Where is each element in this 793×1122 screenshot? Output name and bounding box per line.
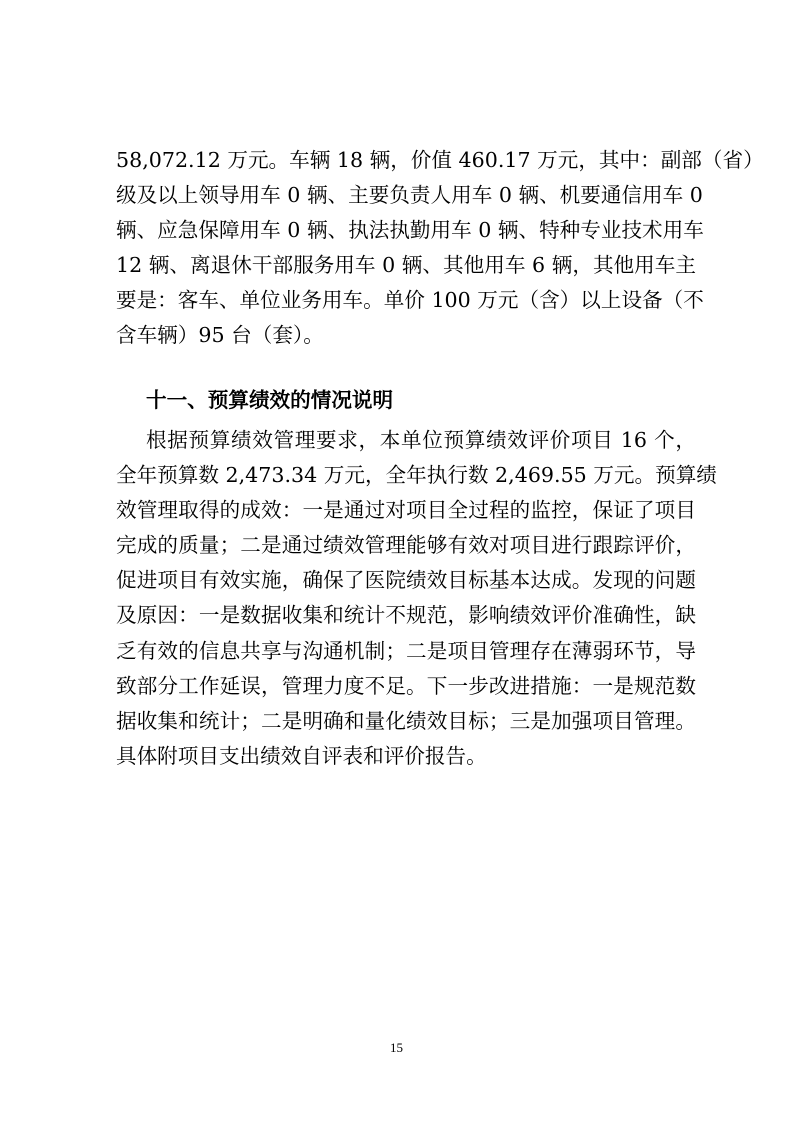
text-line: 致部分工作延误，管理力度不足。下一步改进措施：一是规范数 xyxy=(116,673,696,698)
text-line: 要是：客车、单位业务用车。单价 100 万元（含）以上设备（不 xyxy=(116,288,704,313)
text-line: 58,072.12 万元。车辆 18 辆，价值 460.17 万元，其中：副部（省） xyxy=(116,148,764,172)
text-line: 乏有效的信息共享与沟通机制；二是项目管理存在薄弱环节，导 xyxy=(116,638,696,663)
text-line: 根据预算绩效管理要求，本单位预算绩效评价项目 16 个， xyxy=(146,428,696,452)
text-line: 全年预算数 2,473.34 万元，全年执行数 2,469.55 万元。预算绩 xyxy=(116,463,717,488)
text-line: 效管理取得的成效：一是通过对项目全过程的监控，保证了项目 xyxy=(116,498,696,523)
text-line: 辆、应急保障用车 0 辆、执法执勤用车 0 辆、特种专业技术用车 xyxy=(116,218,704,243)
text-line: 12 辆、离退休干部服务用车 0 辆、其他用车 6 辆，其他用车主 xyxy=(116,253,696,278)
text-line: 及原因：一是数据收集和统计不规范，影响绩效评价准确性，缺 xyxy=(116,603,696,628)
text-line: 具体附项目支出绩效自评表和评价报告。 xyxy=(116,743,487,768)
text-line: 含车辆）95 台（套）。 xyxy=(116,323,324,348)
page-number: 15 xyxy=(390,1040,403,1055)
paragraph-performance xyxy=(116,423,717,774)
text-line: 级及以上领导用车 0 辆、主要负责人用车 0 辆、机要通信用车 0 xyxy=(116,183,703,208)
section-heading: 十一、预算绩效的情况说明 xyxy=(146,388,394,412)
paragraph-asset-vehicles xyxy=(116,143,764,354)
text-line: 促进项目有效实施，确保了医院绩效目标基本达成。发现的问题 xyxy=(116,568,696,593)
text-line: 完成的质量；二是通过绩效管理能够有效对项目进行跟踪评价， xyxy=(116,533,696,558)
text-line: 据收集和统计；二是明确和量化绩效目标；三是加强项目管理。 xyxy=(116,708,696,733)
